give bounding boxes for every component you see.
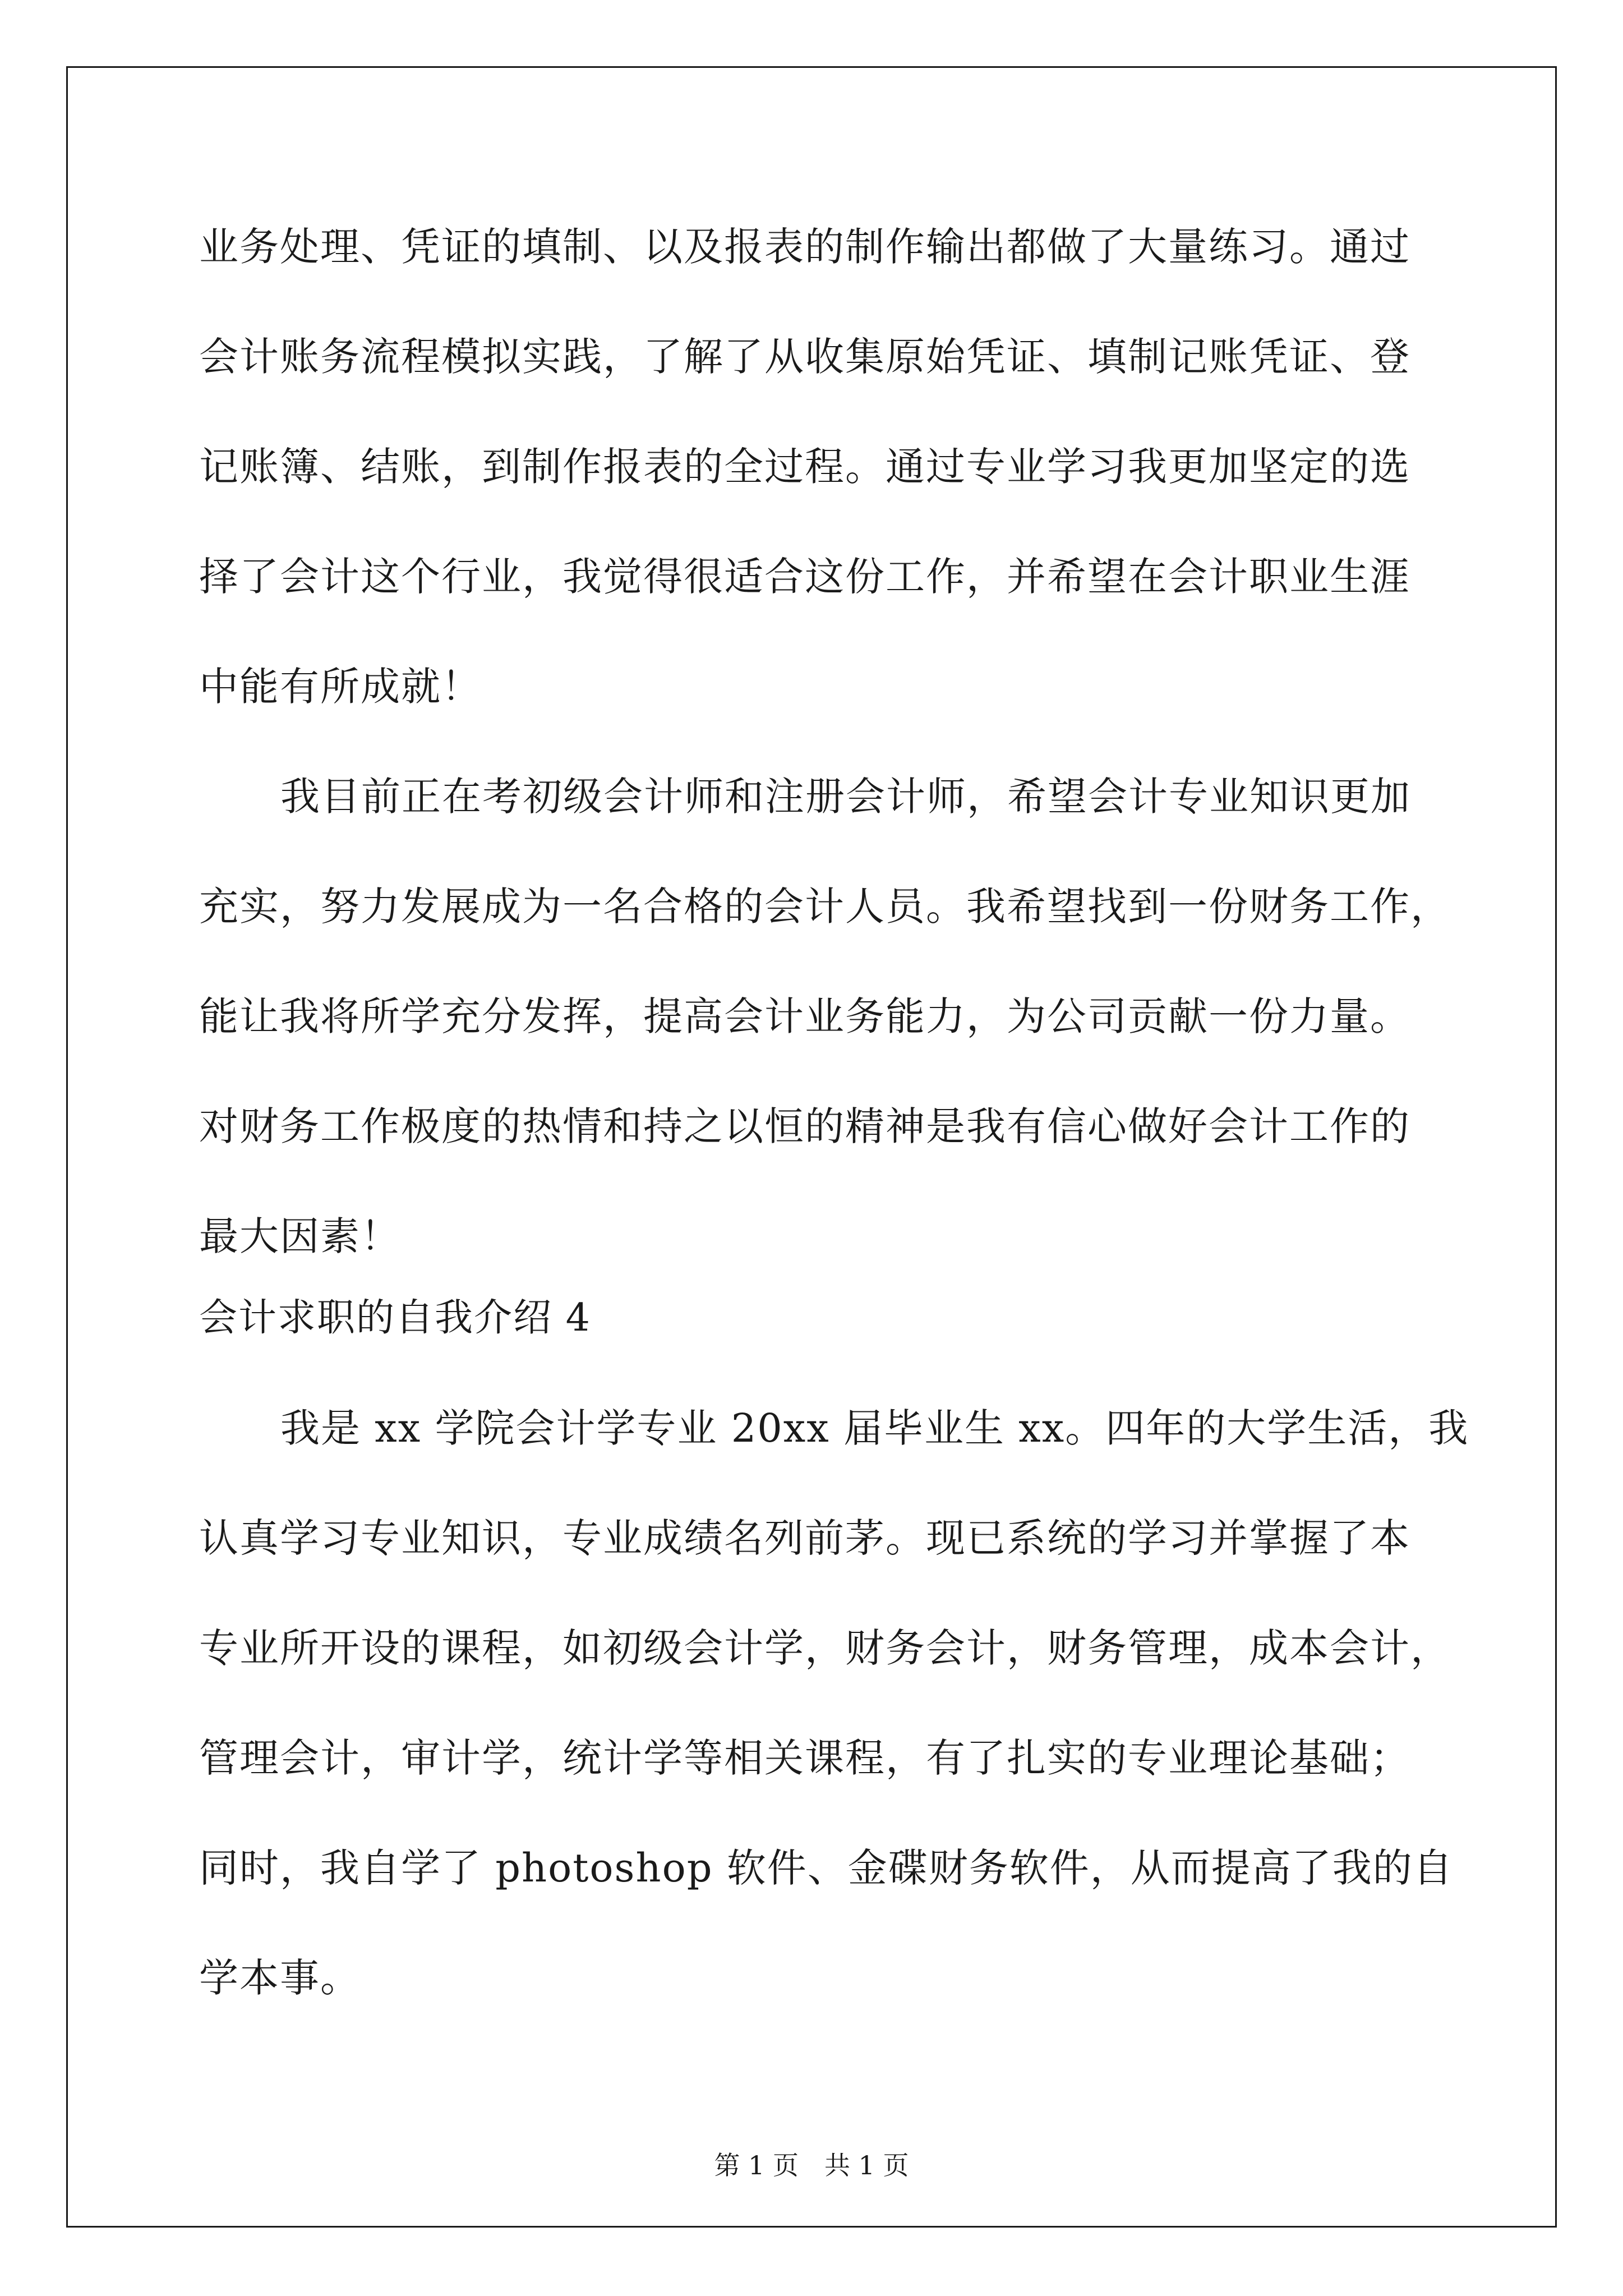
paragraph-line: 我是 xx 学院会计学专业 20xx 届毕业生 xx。四年的大学生活，我 [280,1405,1469,1451]
paragraph-line: 会计账务流程模拟实践，了解了从收集原始凭证、填制记账凭证、登 [199,334,1410,380]
paragraph-line: 管理会计，审计学，统计学等相关课程，有了扎实的专业理论基础； [199,1735,1410,1781]
paragraph-line: 记账簿、结账，到制作报表的全过程。通过专业学习我更加坚定的选 [199,444,1410,490]
paragraph-line: 专业所开设的课程，如初级会计学，财务会计，财务管理，成本会计， [199,1625,1451,1671]
paragraph-line: 择了会计这个行业，我觉得很适合这份工作，并希望在会计职业生涯 [199,554,1410,600]
paragraph-line: 学本事。 [199,1955,361,2001]
paragraph-line: 能让我将所学充分发挥，提高会计业务能力，为公司贡献一份力量。 [199,993,1410,1039]
paragraph-line: 充实，努力发展成为一名合格的会计人员。我希望找到一份财务工作， [199,884,1451,930]
paragraph-line: 业务处理、凭证的填制、以及报表的制作输出都做了大量练习。通过 [199,224,1410,270]
paragraph-line: 中能有所成就！ [199,664,482,710]
paragraph-line: 对财务工作极度的热情和持之以恒的精神是我有信心做好会计工作的 [199,1103,1410,1149]
paragraph-line: 我目前正在考初级会计师和注册会计师，希望会计专业知识更加 [280,774,1411,820]
paragraph-line: 认真学习专业知识，专业成绩名列前茅。现已系统的学习并掌握了本 [199,1515,1410,1561]
section-title: 会计求职的自我介绍 4 [199,1296,591,1340]
paragraph-line: 同时，我自学了 photoshop 软件、金碟财务软件，从而提高了我的自 [199,1845,1454,1891]
page-number-footer: 第 1 页 共 1 页 [714,2150,909,2180]
paragraph-line: 最大因素！ [199,1213,401,1259]
